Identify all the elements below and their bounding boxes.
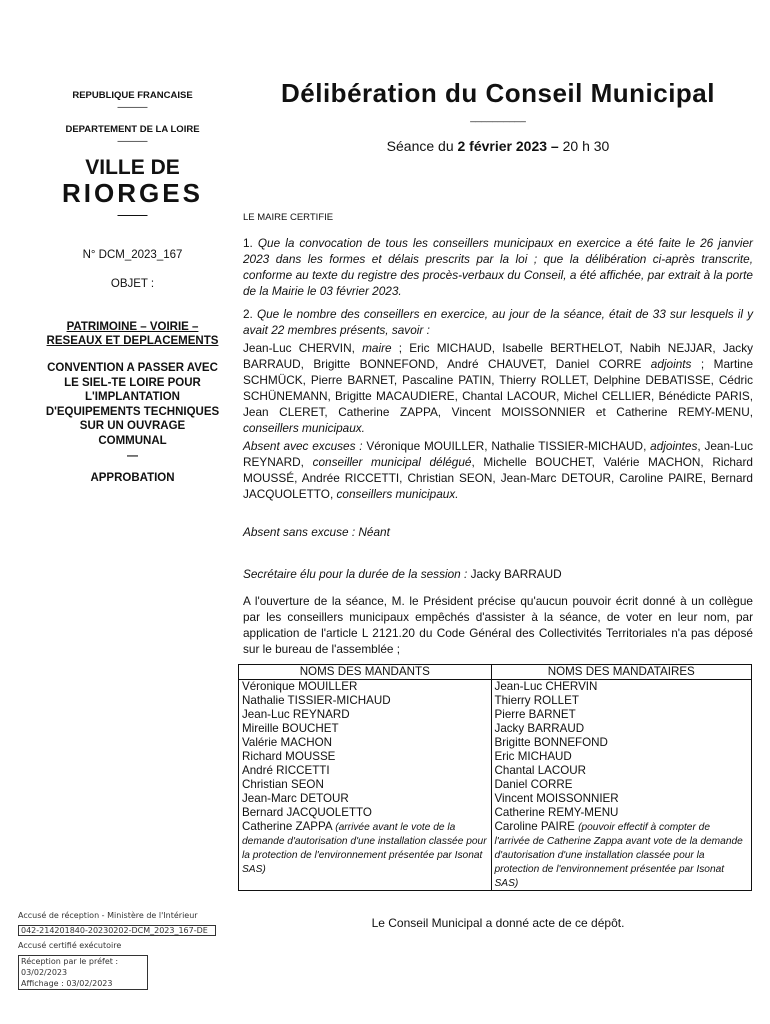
absents-role: conseiller municipal délégué — [312, 455, 472, 469]
stamp-line: Affichage : 03/02/2023 — [21, 979, 113, 988]
table-row — [239, 750, 752, 764]
maire-certifie: LE MAIRE CERTIFIE — [243, 212, 334, 223]
mandataire-cell: Thierry ROLLET — [491, 694, 751, 708]
mandataire-cell: Eric MICHAUD — [491, 750, 751, 764]
separator: — — [127, 450, 138, 462]
point-1-text: Que la convocation de tous les conseillers municipaux en exercice a été faite le 26 janvier 2023 dans les formes et délais prescrits par la loi ; que la délibération ci-après transcrite, conforme au texte du registre des procès-verbaux du Conseil, a été affichée, par extrait à la porte de la Mairie le 03 février 2023. — [243, 236, 753, 298]
mandant-cell: Nathalie TISSIER-MICHAUD — [239, 694, 492, 708]
separator: ——— — [117, 136, 148, 147]
separator: __________ — [470, 112, 526, 123]
mandataire-cell: Vincent MOISSONNIER — [491, 792, 751, 806]
stamp-box — [18, 955, 148, 990]
column-header: NOMS DES MANDANTS — [239, 665, 492, 680]
mandataire-cell: Pierre BARNET — [491, 708, 751, 722]
presents-text: ; Martine SCHMÜCK, Pierre BARNET, Pascaline PATIN, Thierry ROLLET, Delphine DEBATISSE, Cédric SCHÜNEMANN, Brigitte MACAUDIERE, Chantal LACOUR, Michel CELLIER, Bénédicte PARIS, Jean CLERET, Catherine ZAPPA, Vincent MOISSONNIER et Catherine REMY-MENU, — [243, 357, 754, 419]
mandant-cell: Mireille BOUCHET — [239, 722, 492, 736]
point-2 — [243, 306, 753, 338]
separator: ——— — [117, 102, 148, 113]
point-1 — [243, 235, 753, 299]
stamp-line: Accusé de réception - Ministère de l'Intérieur — [18, 911, 198, 920]
presents-list — [243, 340, 753, 436]
table-row — [239, 708, 752, 722]
mandataire-cell: Jacky BARRAUD — [491, 722, 751, 736]
document-title: Délibération du Conseil Municipal — [281, 78, 715, 108]
approbation-label: APPROBATION — [90, 472, 175, 484]
absents-text: Véronique MOUILLER, Nathalie TISSIER-MICHAUD, — [366, 439, 651, 453]
deliberation-number: N° DCM_2023_167 — [82, 249, 183, 261]
presents-text: ; Eric MICHAUD, Isabelle BERTHELOT, Nabih NEJJAR, Jacky BARRAUD, Brigitte BONNEFOND, André CHAUVET, Daniel CORRE — [243, 341, 753, 371]
absents-label: Absent avec excuses : — [243, 439, 367, 453]
absents-role: adjointes — [650, 439, 698, 453]
table-row — [239, 722, 752, 736]
objet-categorie — [30, 320, 235, 348]
table-row — [239, 778, 752, 792]
objet-titre — [30, 361, 235, 448]
mandataire-cell: Jean-Luc CHERVIN — [491, 680, 751, 695]
absents-text: , Jean-Luc REYNARD, — [243, 439, 753, 469]
objet-titre-line: L'IMPLANTATION — [85, 391, 180, 403]
mandant-cell: Bernard JACQUOLETTO — [239, 806, 492, 820]
republique-label: REPUBLIQUE FRANCAISE — [72, 90, 193, 101]
absents-text: , Michelle BOUCHET, Valérie MACHON, Richard MOUSSÉ, Andrée RICCETTI, Christian SEON, Jean-Marc DETOUR, Caroline PAIRE, Bernard JACQUOLETTO, — [243, 455, 753, 501]
mandataire-note: (pouvoir effectif à compter de l'arrivée de Catherine Zappa avant vote de la demande d'autorisation d'une installation classée pour la protection de l'environnement présentée par Isonat SAS) — [494, 822, 743, 889]
secretaire — [243, 566, 753, 582]
table-row — [239, 680, 752, 695]
objet-titre-line: SUR UN OUVRAGE — [79, 420, 186, 432]
secretaire-label: Secrétaire élu pour la durée de la session : — [243, 567, 471, 581]
mandataire-cell: Chantal LACOUR — [491, 764, 751, 778]
departement-label: DEPARTEMENT DE LA LOIRE — [65, 124, 200, 135]
mandataire-cell: Brigitte BONNEFOND — [491, 736, 751, 750]
seance-prefix: Séance du — [386, 138, 458, 154]
stamp-line: 042-214201840-20230202-DCM_2023_167-DE — [18, 925, 216, 936]
objet-titre-line: LE SIEL-TE LOIRE POUR — [64, 376, 201, 389]
mandataire-cell: Daniel CORRE — [491, 778, 751, 792]
presents-role: maire — [362, 341, 392, 355]
mandant-cell: Véronique MOUILLER — [239, 680, 492, 695]
secretaire-nom: Jacky BARRAUD — [470, 567, 562, 581]
presents-text: Jean-Luc CHERVIN, — [243, 341, 363, 355]
objet-titre-line: D'EQUIPEMENTS TECHNIQUES — [45, 405, 220, 418]
seance-line — [243, 138, 753, 154]
conclusion: Le Conseil Municipal a donné acte de ce dépôt. — [371, 916, 625, 930]
mandant-cell: Richard MOUSSE — [239, 750, 492, 764]
table-row — [239, 820, 752, 891]
mandates-table — [238, 664, 752, 891]
seance-sep: – — [547, 138, 563, 154]
mandant-name: Catherine ZAPPA — [242, 820, 336, 833]
objet-categorie-line: PATRIMOINE – VOIRIE – — [66, 321, 199, 333]
mandant-cell: Valérie MACHON — [239, 736, 492, 750]
objet-label: OBJET : — [110, 278, 155, 290]
objet-titre-line: COMMUNAL — [98, 434, 167, 447]
mandant-cell: Jean-Luc REYNARD — [239, 708, 492, 722]
stamp-line: Accusé certifié exécutoire — [18, 941, 122, 950]
presents-role: conseillers municipaux. — [243, 421, 365, 435]
mandant-cell — [239, 820, 492, 891]
objet-categorie-line: RESEAUX ET DEPLACEMENTS — [46, 335, 219, 347]
point-number: 1. — [243, 236, 258, 250]
stamp-line: Réception par le préfet : 03/02/2023 — [21, 957, 119, 977]
ville-de-label: VILLE DE — [85, 156, 180, 179]
ville-name: RIORGES — [62, 178, 203, 208]
presents-role: adjoints — [650, 357, 692, 371]
mandataire-cell — [491, 820, 751, 891]
mandataire-name: Caroline PAIRE — [494, 820, 579, 833]
mandant-cell: André RICCETTI — [239, 764, 492, 778]
sans-excuse: Absent sans excuse : Néant — [243, 525, 390, 539]
table-row — [239, 764, 752, 778]
seance-date: 2 février 2023 — [457, 138, 548, 154]
absents-role: conseillers municipaux. — [336, 487, 459, 501]
point-number: 2. — [243, 307, 257, 321]
column-header: NOMS DES MANDATAIRES — [491, 665, 751, 680]
table-row — [239, 792, 752, 806]
ouverture-paragraph: A l'ouverture de la séance, M. le Président précise qu'aucun pouvoir écrit donné à un collègue par les conseillers municipaux empêchés d'assister à la séance, de voter en leur nom, par application de l'article L 2121.20 du Code Général des Collectivités Territoriales n'a pas déposé sur le bureau de l'assemblée ; — [243, 594, 753, 656]
mandant-cell: Christian SEON — [239, 778, 492, 792]
mandataire-cell: Catherine REMY-MENU — [491, 806, 751, 820]
table-row — [239, 736, 752, 750]
absents-list — [243, 438, 753, 502]
objet-titre-line: CONVENTION A PASSER AVEC — [47, 362, 218, 374]
point-2-text: Que le nombre des conseillers en exercice, au jour de la séance, était de 33 sur lesquels il y avait 22 membres présents, savoir : — [243, 307, 753, 337]
table-row — [239, 694, 752, 708]
table-row — [239, 806, 752, 820]
seance-heure: 20 h 30 — [562, 138, 610, 154]
table-header-row — [239, 665, 752, 680]
separator: ——— — [117, 210, 148, 221]
mandant-note: (arrivée avant le vote de la demande d'autorisation d'une installation classée pour la protection de l'environnement présentée par Isonat SAS) — [242, 822, 487, 875]
mandant-cell: Jean-Marc DETOUR — [239, 792, 492, 806]
